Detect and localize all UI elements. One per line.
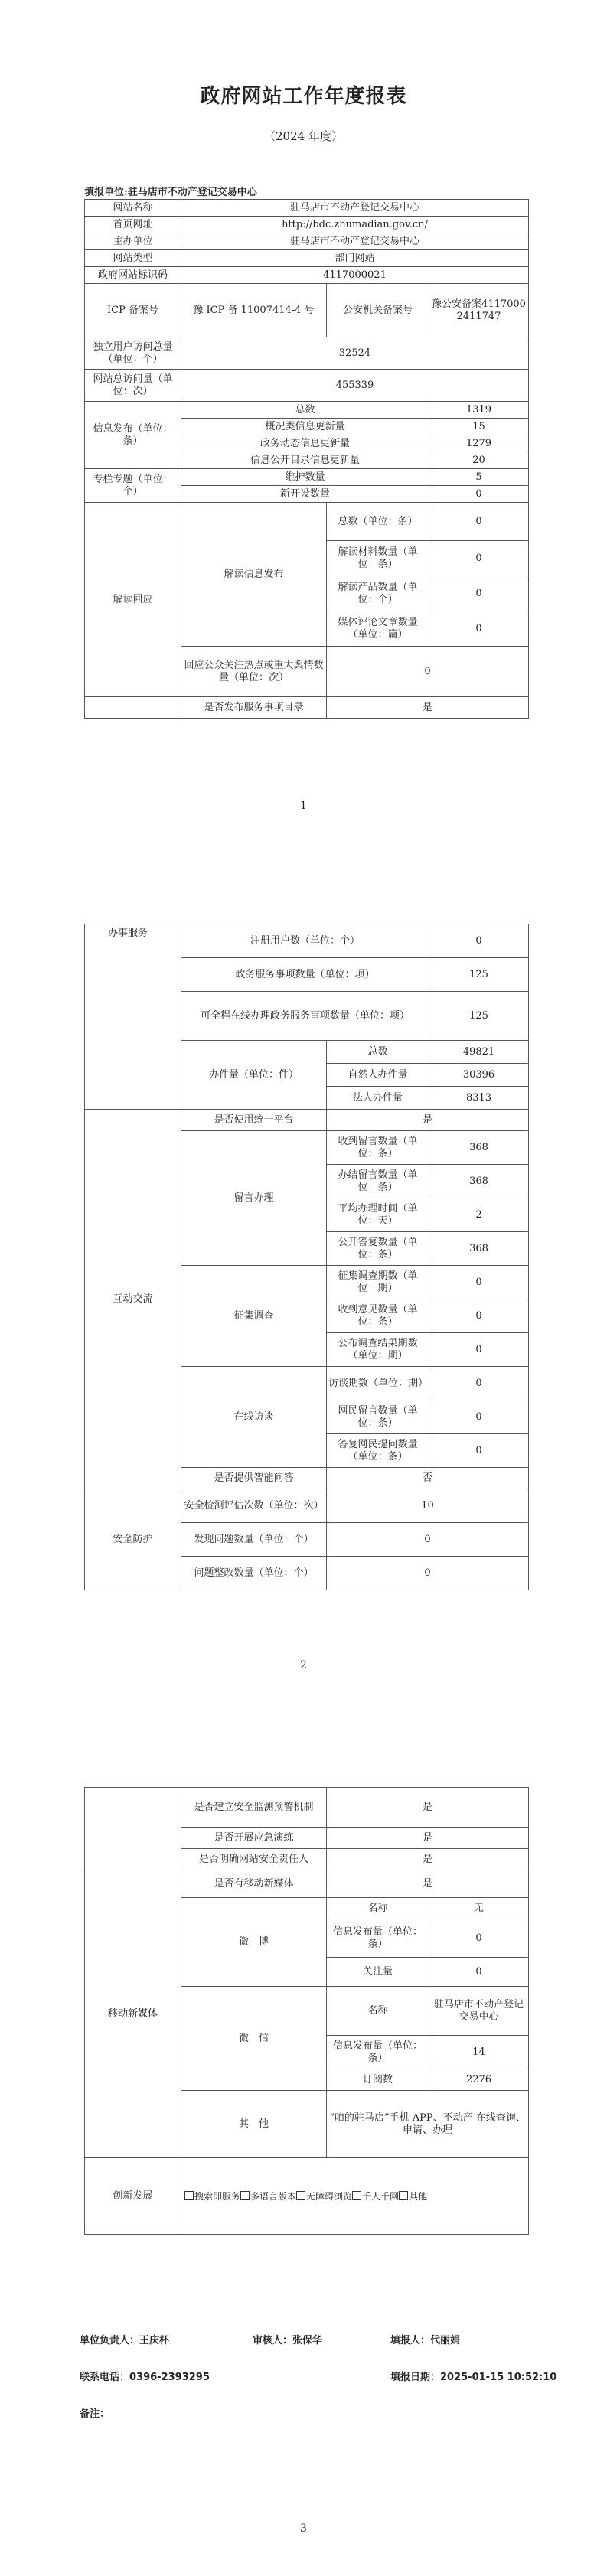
msg-recv-label: 收到留言数量（单位：条） [327, 1131, 429, 1165]
table-row [85, 267, 529, 284]
survey-label: 征集调查 [181, 1266, 327, 1367]
monitor-label: 是否建立安全监测预警机制 [181, 1788, 327, 1828]
table-row [85, 250, 529, 267]
msg-recv-value: 368 [429, 1131, 529, 1165]
survey-count-value: 0 [429, 1266, 529, 1299]
online-items-value: 125 [429, 992, 529, 1041]
wechat-label: 微 信 [181, 1987, 327, 2091]
handle-person-label: 自然人办件量 [327, 1064, 429, 1087]
page-title: 政府网站工作年度报表 [200, 85, 407, 108]
pv-label: 网站总访问量（单位：次） [85, 370, 181, 402]
monitor-value: 是 [327, 1788, 529, 1828]
home-url-value: http://bdc.zhumadian.gov.cn/ [181, 217, 529, 233]
info-overview-label: 概况类信息更新量 [181, 419, 429, 435]
checkbox-icon[interactable] [240, 2191, 250, 2200]
sec-test-value: 10 [327, 1489, 529, 1523]
drill-label: 是否开展应急演练 [181, 1828, 327, 1849]
talk-q-label: 网民留言数量（单位：条） [327, 1400, 429, 1434]
table-row [85, 697, 529, 719]
talk-label: 在线访谈 [181, 1367, 327, 1468]
wechat-sub-label: 订阅数 [327, 2069, 429, 2091]
info-catalog-value: 20 [429, 452, 529, 469]
weibo-follow-label: 关注量 [327, 1958, 429, 1987]
checkbox-icon[interactable] [296, 2191, 305, 2200]
handle-legal-value: 8313 [429, 1087, 529, 1110]
interpret-material-value: 0 [429, 541, 529, 576]
reg-users-label: 注册用户数（单位：个） [181, 924, 429, 958]
owner-value: 是 [327, 1849, 529, 1870]
innovate-option-label: 多语言版本 [250, 2190, 297, 2202]
info-overview-value: 15 [429, 419, 529, 435]
column-new-label: 新开设数量 [181, 486, 429, 503]
column-maintain-label: 维护数量 [181, 469, 429, 486]
info-group-label: 信息发布（单位：条） [85, 402, 181, 469]
table-row [85, 1870, 529, 1898]
sec-found-value: 0 [327, 1523, 529, 1557]
table-row [85, 402, 529, 419]
service-group-label: 办事服务 [85, 924, 181, 1110]
page-number: 3 [300, 2522, 307, 2535]
publish-service-label: 是否发布服务事项目录 [181, 697, 327, 719]
wechat-info-value: 14 [429, 2036, 529, 2069]
unified-value: 是 [327, 1110, 529, 1131]
unit-owner: 单位负责人：王庆杯 [80, 2335, 170, 2346]
info-total-label: 总数 [181, 402, 429, 419]
talk-count-label: 访谈期数（单位：期） [327, 1367, 429, 1400]
msg-done-label: 办结留言数量（单位：条） [327, 1165, 429, 1198]
contact-phone: 联系电话：0396-2393295 [80, 2372, 210, 2383]
innovate-option[interactable] [184, 2191, 240, 2202]
interpret-respond-value: 0 [327, 647, 529, 697]
innovate-option[interactable] [296, 2191, 352, 2202]
weibo-follow-value: 0 [429, 1958, 529, 1987]
publish-service-value: 是 [327, 697, 529, 719]
other-value: “咱的驻马店”手机 APP、不动产 在线查询、申请、办理 [327, 2091, 529, 2158]
note: 备注： [80, 2408, 110, 2420]
security-group-label: 安全防护 [85, 1489, 181, 1590]
report-table-page2 [84, 924, 529, 1590]
icp-label: ICP 备案号 [85, 284, 181, 337]
info-dynamic-value: 1279 [429, 435, 529, 452]
msg-label: 留言办理 [181, 1131, 327, 1266]
innovate-option[interactable] [240, 2191, 296, 2202]
table-row [85, 370, 529, 402]
icp-value: 豫 ICP 备 11007414-4 号 [181, 284, 327, 337]
sec-test-label: 安全检测评估次数（单位：次） [181, 1489, 327, 1523]
interpret-group-label: 解读回应 [85, 503, 181, 697]
column-new-value: 0 [429, 486, 529, 503]
interpret-total-label: 总数（单位：条） [327, 503, 429, 541]
table-row [85, 337, 529, 370]
wechat-name-label: 名称 [327, 1987, 429, 2036]
site-type-label: 网站类型 [85, 250, 181, 267]
interpret-material-label: 解读材料数量（单位：条） [327, 541, 429, 576]
msg-done-value: 368 [429, 1165, 529, 1198]
table-row [85, 1788, 529, 1828]
msg-pub-value: 368 [429, 1232, 529, 1266]
report-table-page1 [84, 199, 529, 719]
checkbox-icon[interactable] [399, 2191, 408, 2200]
innovate-option[interactable] [352, 2191, 399, 2202]
interpret-total-value: 0 [429, 503, 529, 541]
filler: 填报人：代丽娟 [390, 2335, 461, 2346]
survey-count-label: 征集调查期数（单位：期） [327, 1266, 429, 1299]
table-row [85, 217, 529, 233]
table-row [85, 503, 529, 541]
info-total-value: 1319 [429, 402, 529, 419]
police-value: 豫公安备案41170002411747 [429, 284, 529, 337]
uv-value: 32524 [181, 337, 529, 370]
table-row [85, 1110, 529, 1131]
sec-fixed-label: 问题整改数量（单位：个） [181, 1557, 327, 1590]
weibo-name-label: 名称 [327, 1898, 429, 1919]
innovate-options [181, 2158, 529, 2235]
page-number: 2 [300, 1659, 307, 1671]
sec-found-label: 发现问题数量（单位：个） [181, 1523, 327, 1557]
media-group-label: 移动新媒体 [85, 1870, 181, 2158]
page-subtitle: （2024 年度） [264, 129, 343, 143]
host-label: 主办单位 [85, 233, 181, 250]
online-items-label: 可全程在线办理政务服务事项数量（单位：项） [181, 992, 429, 1041]
handle-legal-label: 法人办件量 [327, 1087, 429, 1110]
table-row [85, 469, 529, 486]
handle-total-value: 49821 [429, 1041, 529, 1064]
innovate-option-label: 其他 [409, 2190, 428, 2202]
handle-person-value: 30396 [429, 1064, 529, 1087]
smart-label: 是否提供智能问答 [181, 1468, 327, 1489]
interact-group-label: 互动交流 [85, 1110, 181, 1489]
innovate-option-label: 千人千网 [362, 2190, 400, 2202]
weibo-label: 微 博 [181, 1898, 327, 1987]
handle-label: 办件量（单位：件） [181, 1041, 327, 1110]
reviewer: 审核人：张保华 [253, 2335, 323, 2346]
wechat-info-label: 信息发布量（单位：条） [327, 2036, 429, 2069]
handle-total-label: 总数 [327, 1041, 429, 1064]
column-maintain-value: 5 [429, 469, 529, 486]
talk-a-label: 答复网民提问数量（单位：条） [327, 1434, 429, 1468]
fill-date: 填报日期：2025-01-15 10:52:10 [390, 2372, 557, 2383]
host-value: 驻马店市不动产登记交易中心 [181, 233, 529, 250]
reg-users-value: 0 [429, 924, 529, 958]
police-label: 公安机关备案号 [327, 284, 429, 337]
table-row [85, 2158, 529, 2235]
interpret-product-value: 0 [429, 576, 529, 611]
site-type-value: 部门网站 [181, 250, 529, 267]
other-label: 其 他 [181, 2091, 327, 2158]
site-code-label: 政府网站标识码 [85, 267, 181, 284]
weibo-info-label: 信息发布量（单位：条） [327, 1919, 429, 1958]
talk-q-value: 0 [429, 1400, 529, 1434]
interpret-product-label: 解读产品数量（单位：个） [327, 576, 429, 611]
smart-value: 否 [327, 1468, 529, 1489]
innovate-option-label: 搜索即服务 [194, 2190, 241, 2202]
interpret-media-label: 媒体评论文章数量（单位：篇） [327, 611, 429, 647]
page-number: 1 [300, 800, 307, 812]
survey-pub-label: 公布调查结果期数（单位：期） [327, 1333, 429, 1367]
has-media-value: 是 [327, 1870, 529, 1898]
survey-opinion-value: 0 [429, 1299, 529, 1333]
security-continued-cell [85, 1788, 181, 1870]
home-url-label: 首页网址 [85, 217, 181, 233]
drill-value: 是 [327, 1828, 529, 1849]
msg-pub-label: 公开答复数量（单位：条） [327, 1232, 429, 1266]
checkbox-icon[interactable] [352, 2191, 361, 2200]
talk-count-value: 0 [429, 1367, 529, 1400]
items-value: 125 [429, 958, 529, 992]
pv-value: 455339 [181, 370, 529, 402]
interpret-sub-label: 解读信息发布 [181, 503, 327, 647]
sec-fixed-value: 0 [327, 1557, 529, 1590]
info-dynamic-label: 政务动态信息更新量 [181, 435, 429, 452]
info-catalog-label: 信息公开目录信息更新量 [181, 452, 429, 469]
site-code-value: 4117000021 [181, 267, 529, 284]
items-label: 政务服务事项数量（单位：项） [181, 958, 429, 992]
fill-unit: 填报单位:驻马店市不动产登记交易中心 [84, 187, 257, 198]
weibo-info-value: 0 [429, 1919, 529, 1958]
interpret-respond-label: 回应公众关注热点或重大舆情数量（单位：次） [181, 647, 327, 697]
talk-a-value: 0 [429, 1434, 529, 1468]
table-row [85, 284, 529, 337]
innovate-option[interactable] [399, 2191, 427, 2202]
table-row [85, 233, 529, 250]
site-name-value: 驻马店市不动产登记交易中心 [181, 200, 529, 217]
unified-label: 是否使用统一平台 [181, 1110, 327, 1131]
weibo-name-value: 无 [429, 1898, 529, 1919]
msg-days-value: 2 [429, 1198, 529, 1232]
wechat-name-value: 驻马店市不动产登记交易中心 [429, 1987, 529, 2036]
report-table-page3 [84, 1787, 529, 2235]
owner-label: 是否明确网站安全责任人 [181, 1849, 327, 1870]
site-name-label: 网站名称 [85, 200, 181, 217]
checkbox-icon[interactable] [184, 2191, 194, 2200]
msg-days-label: 平均办理时间（单位：天） [327, 1198, 429, 1232]
wechat-sub-value: 2276 [429, 2069, 529, 2091]
column-group-label: 专栏专题（单位：个） [85, 469, 181, 503]
interpret-media-value: 0 [429, 611, 529, 647]
innovate-option-label: 无障碍浏览 [306, 2190, 353, 2202]
survey-opinion-label: 收到意见数量（单位：条） [327, 1299, 429, 1333]
innovate-group-label: 创新发展 [85, 2158, 181, 2235]
table-row [85, 1489, 529, 1523]
uv-label: 独立用户访问总量（单位：个） [85, 337, 181, 370]
survey-pub-value: 0 [429, 1333, 529, 1367]
table-row [85, 200, 529, 217]
table-row [85, 924, 529, 958]
has-media-label: 是否有移动新媒体 [181, 1870, 327, 1898]
